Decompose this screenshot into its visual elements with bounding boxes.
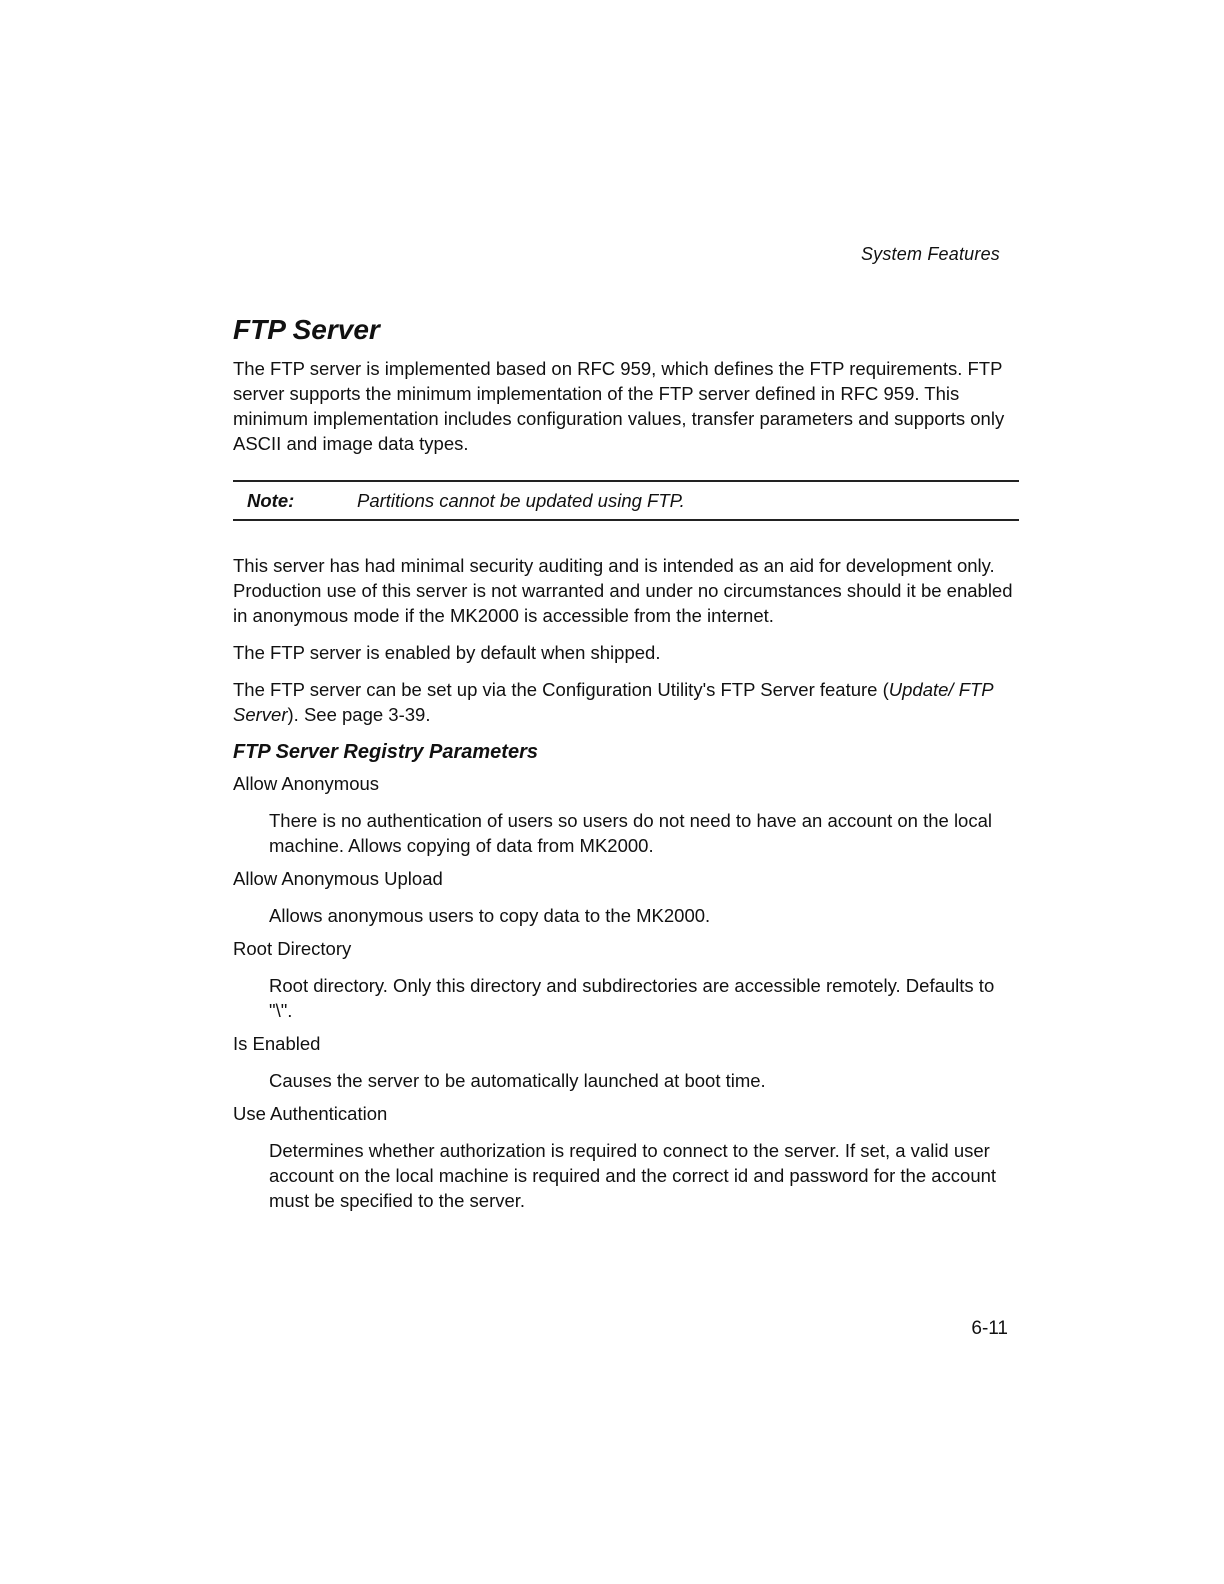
param-description: Allows anonymous users to copy data to the MK2000.	[269, 905, 711, 926]
param-name: Allow Anonymous	[233, 773, 380, 794]
registry-title: FTP Server Registry Parameters	[233, 741, 538, 763]
setup-suffix: ). See page 3-39.	[287, 704, 431, 725]
param-allow-anonymous	[233, 771, 1019, 858]
security-paragraph: This server has had minimal security auditing and is intended as an aid for development only. Production use of this server is not warranted and under no circumstances should it be enabled in anonymous mode if the MK2000 is accessible from the internet.	[233, 555, 1013, 626]
note-text: Partitions cannot be updated using FTP.	[357, 490, 685, 511]
page-number: 6-11	[971, 1318, 1008, 1339]
param-is-enabled	[233, 1031, 1019, 1093]
param-description: Causes the server to be automatically launched at boot time.	[269, 1070, 766, 1091]
param-allow-anonymous-upload	[233, 866, 1019, 928]
param-root-directory	[233, 936, 1019, 1023]
setup-path: Update/ FTP Server	[233, 679, 993, 725]
param-name: Allow Anonymous Upload	[233, 868, 443, 889]
param-use-authentication	[233, 1101, 1019, 1213]
intro-paragraph: The FTP server is implemented based on RFC 959, which defines the FTP requirements. FTP server supports the minimum implementation of the FTP server defined in RFC 959. This minimum implementation includes configuration values, transfer parameters and supports only ASCII and image data types.	[233, 358, 1005, 454]
setup-prefix: The FTP server can be set up via the Configuration Utility's FTP Server feature (	[233, 679, 889, 700]
section-title: FTP Server	[233, 314, 380, 345]
param-description: There is no authentication of users so users do not need to have an account on the local machine. Allows copying of data from MK2000.	[269, 810, 992, 856]
default-paragraph: The FTP server is enabled by default when shipped.	[233, 642, 661, 663]
param-name: Root Directory	[233, 938, 352, 959]
param-description: Determines whether authorization is required to connect to the server. If set, a valid user account on the local machine is required and the correct id and password for the account must be specified to the server.	[269, 1140, 997, 1211]
setup-paragraph	[233, 677, 1019, 727]
param-description: Root directory. Only this directory and subdirectories are accessible remotely. Defaults to "\".	[269, 975, 995, 1021]
page-content	[233, 312, 1019, 1221]
running-header: System Features	[860, 244, 1000, 264]
param-name: Use Authentication	[233, 1103, 388, 1124]
param-name: Is Enabled	[233, 1033, 321, 1054]
note-box	[233, 480, 1019, 521]
note-label: Note:	[247, 490, 295, 511]
